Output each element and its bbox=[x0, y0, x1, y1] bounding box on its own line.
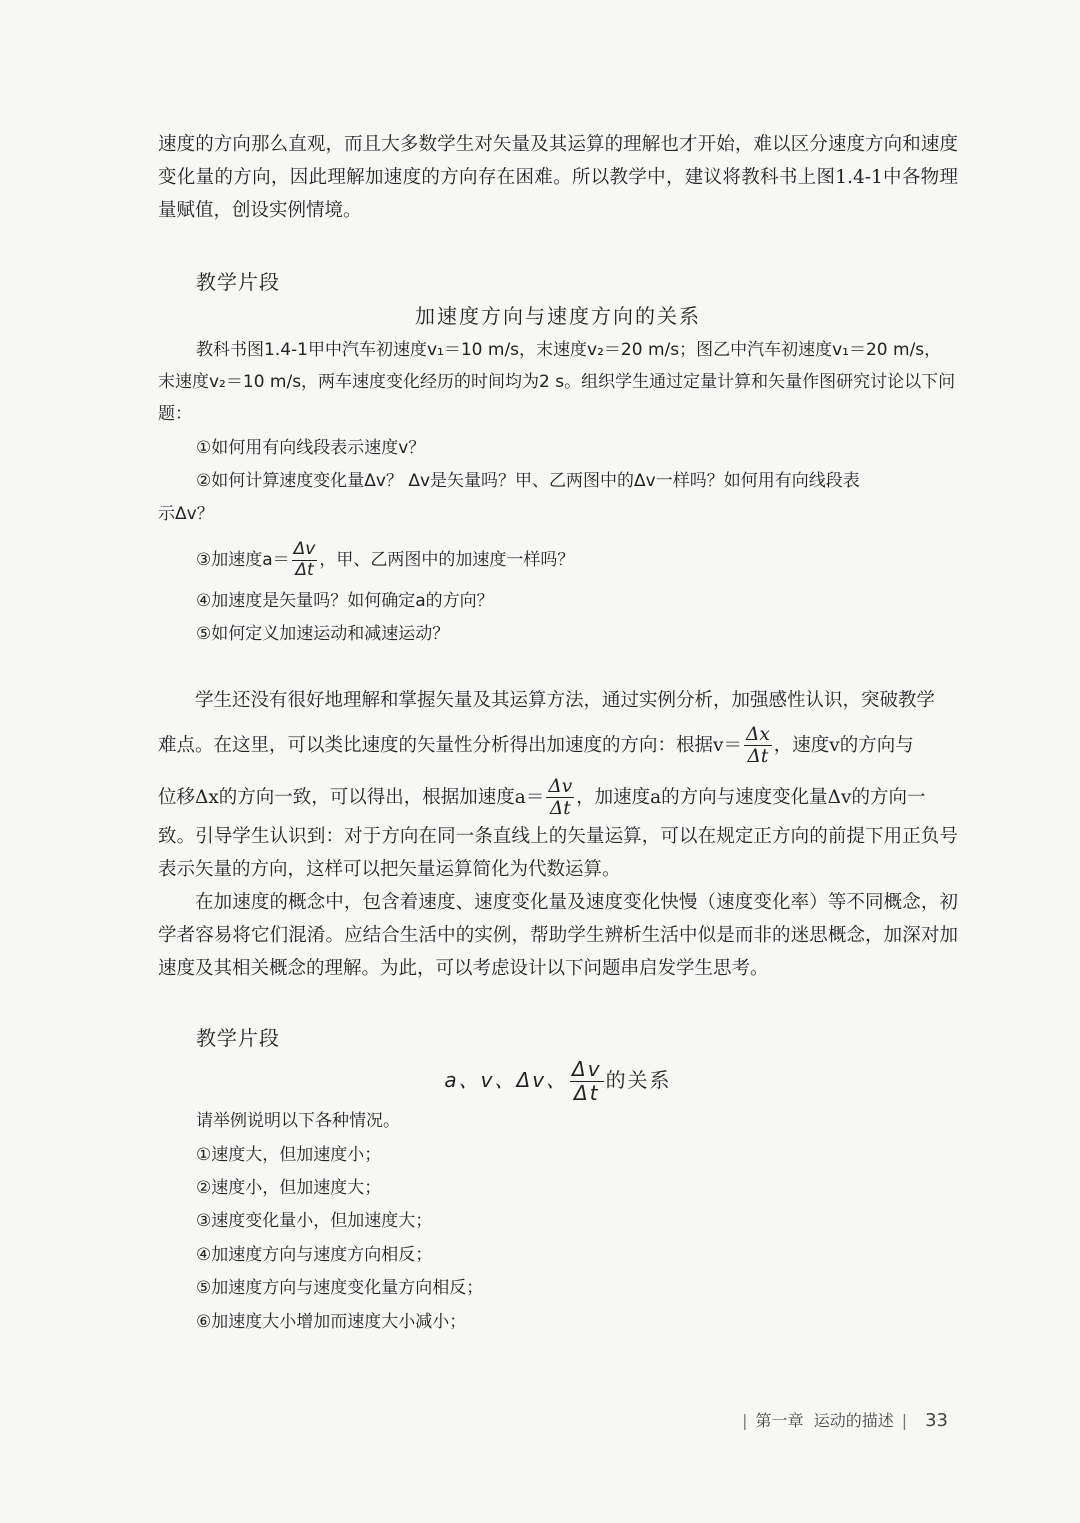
title-suffix: 的关系 bbox=[605, 1068, 672, 1092]
page-number: 33 bbox=[925, 1410, 948, 1431]
section-label: 运动的描述 bbox=[813, 1411, 894, 1430]
question-5: ⑤如何定义加速运动和减速运动？ bbox=[196, 624, 450, 644]
question-3-suffix: ，甲、乙两图中的加速度一样吗？ bbox=[319, 550, 575, 571]
paragraph-analysis-rest: 致。引导学生认识到：对于方向在同一条直线上的矢量运算，可以在规定正方向的前提下用正负号表示矢量的方向，这样可以把矢量运算简化为代数运算。 bbox=[158, 826, 958, 880]
fraction bbox=[570, 1058, 604, 1105]
fraction bbox=[546, 776, 574, 820]
page-footer bbox=[734, 1408, 948, 1431]
fraction-denominator: Δt bbox=[295, 559, 314, 580]
fraction-denominator: Δt bbox=[574, 1081, 600, 1105]
paragraph-analysis-line1: 学生还没有很好地理解和掌握矢量及其运算方法，通过实例分析，加强感性认识，突破教学 bbox=[195, 690, 936, 711]
divider: | bbox=[742, 1411, 748, 1430]
question-4: ④加速度是矢量吗？如何确定a的方向？ bbox=[196, 591, 494, 611]
paragraph-analysis-line3 bbox=[158, 776, 958, 820]
list-item: ②速度小，但加速度大； bbox=[196, 1178, 382, 1198]
segment-intro-continued: 末速度v₂＝10 m/s，两车速度变化经历的时间均为2 s。组织学生通过定量计算和矢量作图研究讨论以下问题： bbox=[158, 372, 956, 424]
paragraph-concepts: 在加速度的概念中，包含着速度、速度变化量及速度变化快慢（速度变化率）等不同概念，初学者容易将它们混淆。应结合生活中的实例，帮助学生辨析生活中似是而非的迷思概念，加深对加速度及其相关概念的理解。为此，可以考虑设计以下问题串启发学生思考。 bbox=[158, 892, 958, 979]
fraction-numerator: Δv bbox=[572, 1057, 602, 1081]
question-3 bbox=[196, 540, 574, 580]
list-item: ③速度变化量小，但加速度大； bbox=[196, 1211, 433, 1231]
line2-prefix: 难点。在这里，可以类比速度的矢量性分析得出加速度的方向：根据v＝ bbox=[158, 734, 742, 756]
segment-intro-line: 教科书图1.4-1甲中汽车初速度v₁＝10 m/s，末速度v₂＝20 m/s；图乙中汽车初速度v₁＝20 m/s， bbox=[196, 340, 942, 360]
fraction-numerator: Δx bbox=[745, 724, 770, 745]
paragraph-analysis-line2 bbox=[158, 724, 958, 768]
question-2-continued: 示Δv？ bbox=[158, 504, 214, 524]
fraction-denominator: Δt bbox=[747, 746, 769, 768]
line2-suffix: ，速度v的方向与 bbox=[773, 734, 914, 756]
line3-prefix: 位移Δx的方向一致，可以得出，根据加速度a＝ bbox=[158, 786, 545, 808]
segment-title bbox=[158, 1058, 958, 1105]
segment-label: 教学片段 bbox=[196, 1026, 280, 1050]
divider: | bbox=[901, 1411, 908, 1430]
list-item: ④加速度方向与速度方向相反； bbox=[196, 1245, 433, 1265]
list-item: ①速度大，但加速度小； bbox=[196, 1145, 382, 1165]
fraction bbox=[744, 724, 772, 768]
segment-label: 教学片段 bbox=[196, 270, 280, 294]
paragraph-intro: 速度的方向那么直观，而且大多数学生对矢量及其运算的理解也才开始，难以区分速度方向和速度变化量的方向，因此理解加速度的方向存在困难。所以教学中，建议将教科书上图1.4-1中各物理量赋值，创设实例情境。 bbox=[158, 134, 958, 221]
question-3-prefix: ③加速度a＝ bbox=[196, 550, 290, 571]
segment-title: 加速度方向与速度方向的关系 bbox=[415, 304, 701, 328]
list-item: ⑤加速度方向与速度变化量方向相反； bbox=[196, 1278, 484, 1298]
fraction-numerator: Δv bbox=[293, 539, 316, 559]
segment-intro: 请举例说明以下各种情况。 bbox=[196, 1111, 400, 1131]
fraction bbox=[292, 540, 318, 580]
fraction-numerator: Δv bbox=[548, 776, 573, 797]
question-2: ②如何计算速度变化量Δv？ Δv是矢量吗？甲、乙两图中的Δv一样吗？如何用有向线段表 bbox=[196, 471, 860, 491]
title-prefix: a、v、Δv、 bbox=[444, 1068, 569, 1092]
question-1: ①如何用有向线段表示速度v？ bbox=[196, 438, 426, 458]
chapter-label: 第一章 bbox=[755, 1411, 804, 1430]
line3-suffix: ，加速度a的方向与速度变化量Δv的方向一 bbox=[576, 786, 926, 808]
fraction-denominator: Δt bbox=[549, 798, 571, 820]
list-item: ⑥加速度大小增加而速度大小减小； bbox=[196, 1312, 467, 1332]
